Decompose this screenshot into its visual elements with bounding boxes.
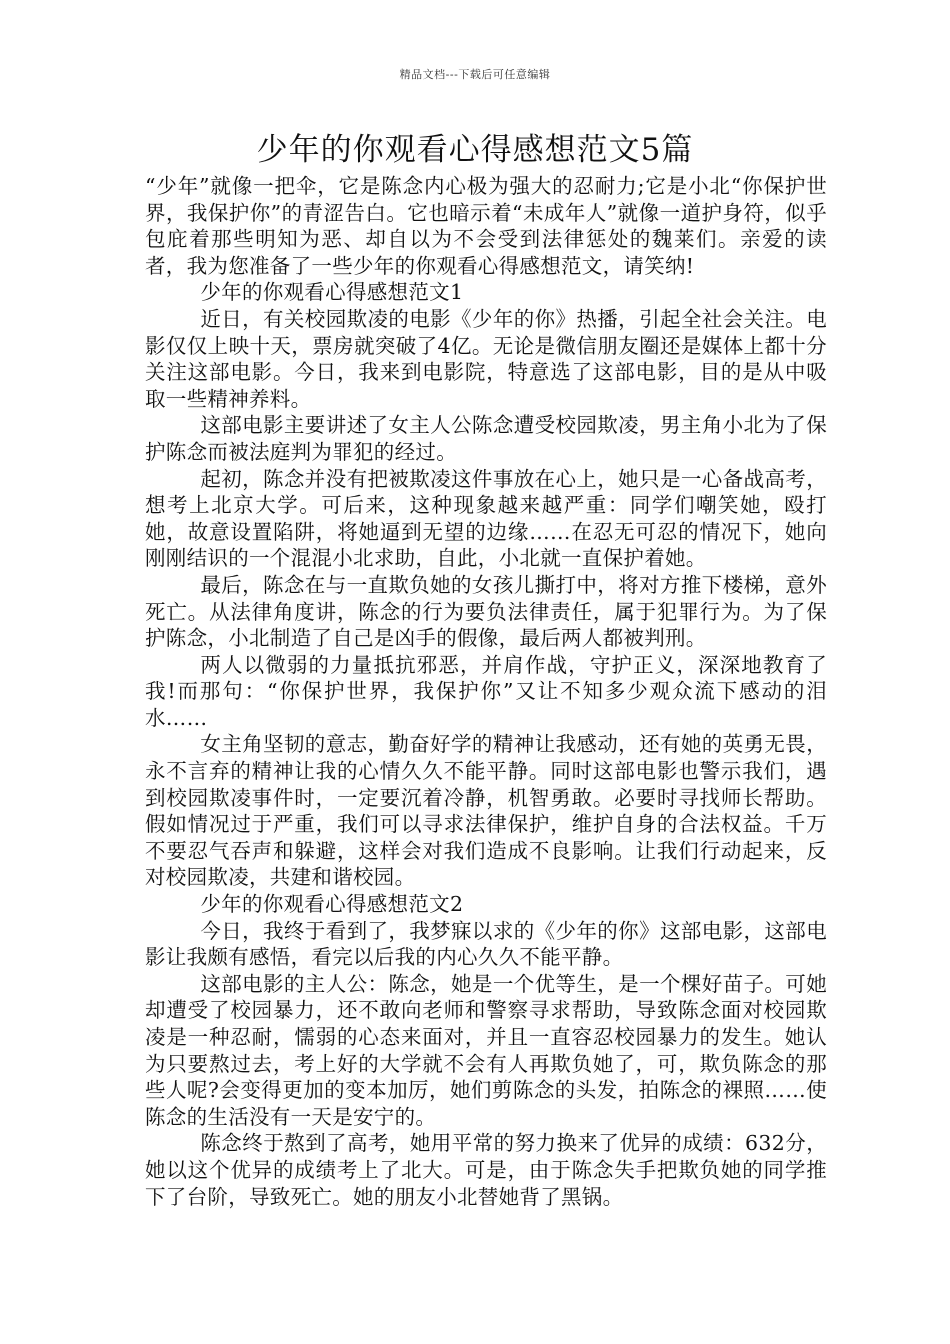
body-paragraph: 陈念终于熬到了高考，她用平常的努力换来了优异的成绩：632分，她以这个优异的成绩考上了北大。可是，由于陈念失手把欺负她的同学推下了台阶，导致死亡。她的朋友小北替她背了黑锅。 bbox=[145, 1131, 827, 1209]
body-paragraph: 起初，陈念并没有把被欺凌这件事放在心上，她只是一心备战高考，想考上北京大学。可后来，这种现象越来越严重：同学们嘲笑她，殴打她，故意设置陷阱，将她逼到无望的边缘……在忍无可忍的情况下，她向刚刚结识的一个混混小北求助，自此，小北就一直保护着她。 bbox=[145, 466, 827, 571]
intro-paragraph: “少年”就像一把伞，它是陈念内心极为强大的忍耐力;它是小北“你保护世界，我保护你”的青涩告白。它也暗示着“未成年人”就像一道护身符，似乎包庇着那些明知为恶、却自以为不会受到法律惩处的魏莱们。亲爱的读者，我为您准备了一些少年的你观看心得感想范文，请笑纳! bbox=[145, 174, 827, 278]
body-paragraph: 女主角坚韧的意志，勤奋好学的精神让我感动，还有她的英勇无畏，永不言弃的精神让我的心情久久不能平静。同时这部电影也警示我们，遇到校园欺凌事件时，一定要沉着冷静，机智勇敢。必要时寻找师长帮助。假如情况过于严重，我们可以寻求法律保护，维护自身的合法权益。千万不要忍气吞声和躲避，这样会对我们造成不良影响。让我们行动起来，反对校园欺凌，共建和谐校园。 bbox=[145, 732, 827, 890]
body-paragraph: 这部电影主要讲述了女主人公陈念遭受校园欺凌，男主角小北为了保护陈念而被法庭判为罪犯的经过。 bbox=[145, 413, 827, 464]
body-paragraph: 今日，我终于看到了，我梦寐以求的《少年的你》这部电影，这部电影让我颇有感悟，看完以后我的内心久久不能平静。 bbox=[145, 918, 827, 970]
document-body bbox=[145, 173, 827, 1210]
document-title: 少年的你观看心得感想范文5篇 bbox=[256, 132, 694, 168]
section-heading-2: 少年的你观看心得感想范文2 bbox=[200, 892, 464, 917]
body-paragraph: 两人以微弱的力量抵抗邪恶，并肩作战，守护正义，深深地教育了我!而那句：“你保护世界，我保护你”又让不知多少观众流下感动的泪水…… bbox=[145, 652, 827, 730]
body-paragraph: 近日，有关校园欺凌的电影《少年的你》热播，引起全社会关注。电影仅仅上映十天，票房就突破了4亿。无论是微信朋友圈还是媒体上都十分关注这部电影。今日，我来到电影院，特意选了这部电影，目的是从中吸取一些精神养料。 bbox=[145, 306, 827, 411]
body-paragraph: 这部电影的主人公：陈念，她是一个优等生，是一个棵好苗子。可她却遭受了校园暴力，还不敢向老师和警察寻求帮助，导致陈念面对校园欺凌是一种忍耐，懦弱的心态来面对，并且一直容忍校园暴力的发生。她认为只要熬过去，考上好的大学就不会有人再欺负她了，可，欺负陈念的那些人呢?会变得更加的变本加厉，她们剪陈念的头发，拍陈念的裸照……使陈念的生活没有一天是安宁的。 bbox=[145, 971, 827, 1129]
body-paragraph: 最后，陈念在与一直欺负她的女孩儿撕打中，将对方推下楼梯，意外死亡。从法律角度讲，陈念的行为要负法律责任，属于犯罪行为。为了保护陈念，小北制造了自己是凶手的假像，最后两人都被判刑。 bbox=[145, 572, 827, 651]
page-header: 精品文档---下载后可任意编辑 bbox=[399, 68, 551, 81]
section-heading-1: 少年的你观看心得感想范文1 bbox=[200, 280, 464, 305]
